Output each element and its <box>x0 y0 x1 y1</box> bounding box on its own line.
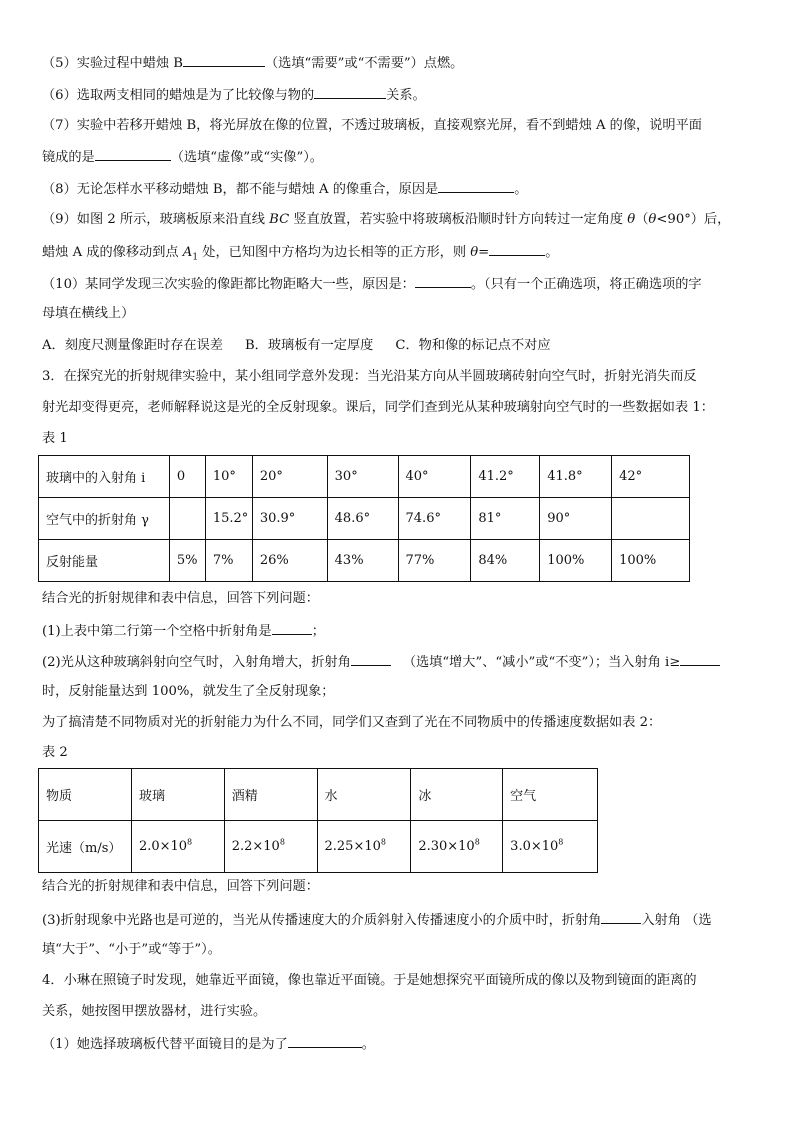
q2-item-7-line-1: （7）实验中若移开蜡烛 B，将光屏放在像的位置，不透过玻璃板，直接观察光屏，看不到蜡烛 A 的像，说明平面 <box>42 118 702 133</box>
answer-blank[interactable] <box>314 84 386 99</box>
q4-item-1: （1）她选择玻璃板代替平面镜目的是为了 。 <box>42 1033 375 1055</box>
table-2 <box>38 768 598 873</box>
answer-blank[interactable] <box>415 273 471 288</box>
q2-item-9-line-2: 蜡烛 A 成的像移动到点 $A_1$ 处，已知图中方格均为边长相等的正方形，则 θ= 。 <box>42 241 558 263</box>
q3-sub-3-line-2: 填“大于”、“小于”或“等于”）。 <box>42 942 221 957</box>
q2-item-5: （5）实验过程中蜡烛 B （选填“需要”或“不需要”）点燃。 <box>42 52 463 74</box>
table-1 <box>38 455 690 582</box>
table-1-row-refraction: 空气中的折射角 γ 15.2° 30.9° 48.6° 74.6° 81° 90° <box>39 498 690 540</box>
answer-blank[interactable] <box>438 178 514 193</box>
q3-sub-2-line-1: (2)光从这种玻璃斜射向空气时，入射角增大，折射角 （选填“增大”、“减小”或“不变”）；当入射角 i≥ <box>42 651 720 673</box>
answer-blank[interactable] <box>601 909 641 924</box>
q2-options <box>42 336 551 356</box>
option-a: A．刻度尺测量像距时存在误差 <box>42 338 223 353</box>
q3-intro-line-2: 射光却变得更亮，老师解释说这是光的全反射现象。课后，同学们查到光从某种玻璃射向空气时的一些数据如表 1： <box>42 400 714 415</box>
answer-blank[interactable] <box>351 651 391 666</box>
q3-intro-line-1: 3．在探究光的折射规律实验中，某小组同学意外发现：当光沿某方向从半圆玻璃砖射向空气时，折射光消失而反 <box>42 369 697 384</box>
q2-item-9-line-1: （9）如图 2 所示，玻璃板原来沿直线 BC 竖直放置，若实验中将玻璃板沿顺时针方向转过一定角度 θ（θ<90°）后， <box>42 212 731 227</box>
answer-blank[interactable] <box>288 1033 362 1048</box>
q4-intro-line-1: 4．小琳在照镜子时发现，她靠近平面镜，像也靠近平面镜。于是她想探究平面镜所成的像以及物到镜面的距离的 <box>42 973 697 988</box>
answer-blank[interactable] <box>680 651 720 666</box>
answer-blank[interactable] <box>183 52 265 67</box>
q2-item-10-line-2: 母填在横线上） <box>42 306 135 321</box>
q3-sub-3-line-1: (3)折射现象中光路也是可逆的，当光从传播速度大的介质斜射入传播速度小的介质中时，折射角 入射角 （选 <box>42 909 712 931</box>
answer-blank[interactable] <box>95 146 171 161</box>
q2-item-8: （8）无论怎样水平移动蜡烛 B，都不能与蜡烛 A 的像重合，原因是 。 <box>42 178 527 200</box>
q3-combine-2: 结合光的折射规律和表中信息，回答下列问题： <box>42 879 319 894</box>
table-1-row-energy: 反射能量 5% 7% 26% 43% 77% 84% 100% 100% <box>39 540 690 582</box>
table-2-row-speed: 光速（m/s） $2.0\times 10^8$ $2.2\times 10^8$ $2.25\times 10^8$ $2.30\times 10^8$ $3.0\times 10^8$ <box>39 821 598 873</box>
q2-item-7-line-2: 镜成的是 （选填“虚像”或“实像”）。 <box>42 146 323 168</box>
table-1-caption: 表 1 <box>42 431 68 446</box>
table-1-row-incident: 玻璃中的入射角 i 0 10° 20° 30° 40° 41.2° 41.8° 42° <box>39 456 690 498</box>
option-c: C．物和像的标记点不对应 <box>395 338 551 353</box>
q3-bridge: 为了搞清楚不同物质对光的折射能力为什么不同，同学们又查到了光在不同物质中的传播速度数据如表 2： <box>42 715 662 730</box>
q3-sub-1: (1)上表中第二行第一个空格中折射角是 ； <box>42 620 325 642</box>
answer-blank[interactable] <box>272 620 312 635</box>
q3-combine-1: 结合光的折射规律和表中信息，回答下列问题： <box>42 591 319 606</box>
q2-item-6: （6）选取两支相同的蜡烛是为了比较像与物的 关系。 <box>42 84 426 106</box>
empty-answer-cell[interactable] <box>169 498 205 540</box>
table-2-row-material: 物质 玻璃 酒精 水 冰 空气 <box>39 769 598 821</box>
table-2-caption: 表 2 <box>42 745 68 760</box>
q3-sub-2-line-2: 时，反射能量达到 100%，就发生了全反射现象； <box>42 684 335 699</box>
q4-intro-line-2: 关系，她按图甲摆放器材，进行实验。 <box>42 1004 267 1019</box>
answer-blank[interactable] <box>489 241 545 256</box>
option-b: B．玻璃板有一定厚度 <box>244 338 374 353</box>
q2-item-10-line-1: （10）某同学发现三次实验的像距都比物距略大一些，原因是： 。（只有一个正确选项，将正确选项的字 <box>42 273 702 295</box>
